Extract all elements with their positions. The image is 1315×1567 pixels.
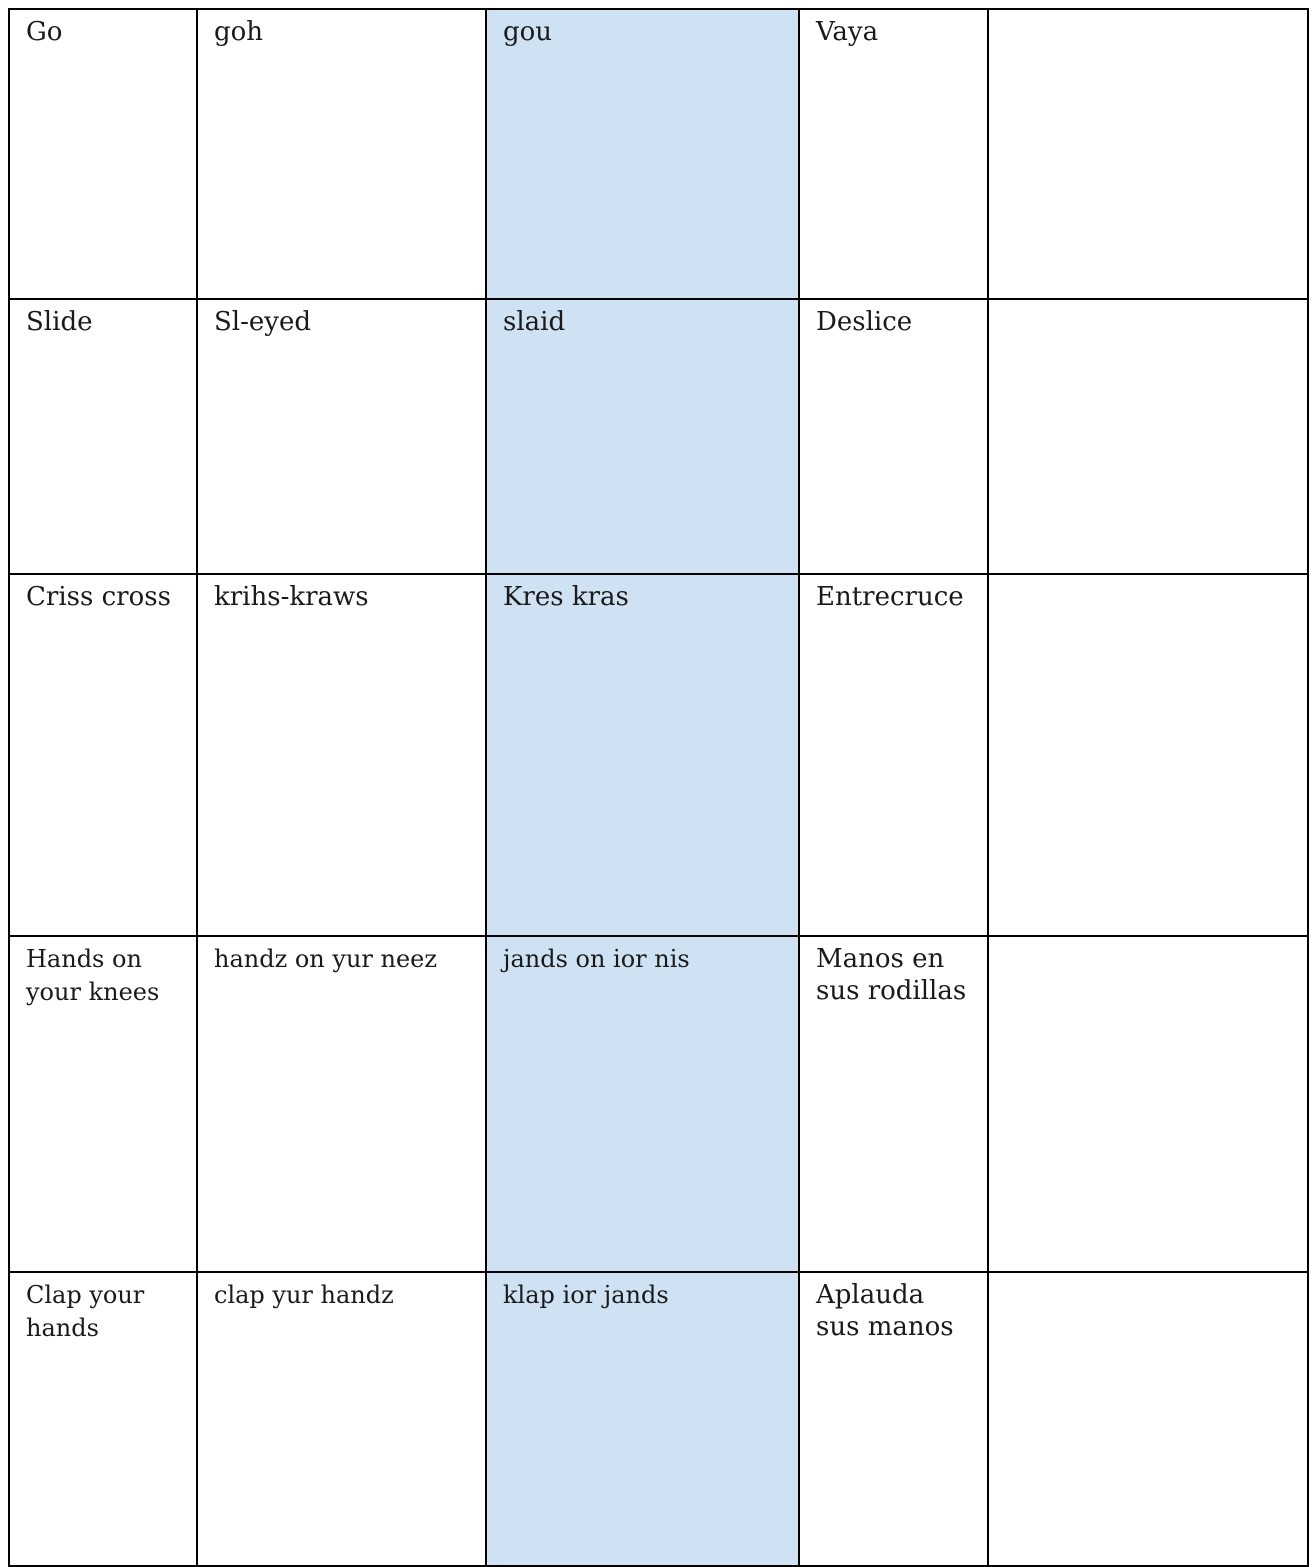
spanish-cell: Entrecruce bbox=[799, 574, 988, 936]
english-cell: Criss cross bbox=[9, 574, 197, 936]
phonetic-en-cell: krihs-kraws bbox=[197, 574, 486, 936]
image-cell bbox=[988, 1272, 1308, 1566]
phonetic-es-cell: gou bbox=[486, 9, 799, 299]
english-cell: Go bbox=[9, 9, 197, 299]
phonetic-es-cell: slaid bbox=[486, 299, 799, 574]
english-cell: Clap your hands bbox=[9, 1272, 197, 1566]
table-row bbox=[9, 574, 1308, 936]
phonetic-es-cell: klap ior jands bbox=[486, 1272, 799, 1566]
image-cell bbox=[988, 299, 1308, 574]
english-cell: Hands on your knees bbox=[9, 936, 197, 1272]
table-row bbox=[9, 299, 1308, 574]
image-cell bbox=[988, 9, 1308, 299]
phonetic-en-cell: Sl-eyed bbox=[197, 299, 486, 574]
table-row bbox=[9, 9, 1308, 299]
phonetic-en-cell: clap yur handz bbox=[197, 1272, 486, 1566]
table-row bbox=[9, 1272, 1308, 1566]
spanish-cell: Aplauda sus manos bbox=[799, 1272, 988, 1566]
spanish-cell: Manos en sus rodillas bbox=[799, 936, 988, 1272]
vocabulary-table bbox=[8, 8, 1309, 1567]
table-row bbox=[9, 936, 1308, 1272]
phonetic-es-cell: Kres kras bbox=[486, 574, 799, 936]
phonetic-es-cell: jands on ior nis bbox=[486, 936, 799, 1272]
phonetic-en-cell: handz on yur neez bbox=[197, 936, 486, 1272]
image-cell bbox=[988, 574, 1308, 936]
image-cell bbox=[988, 936, 1308, 1272]
english-cell: Slide bbox=[9, 299, 197, 574]
phonetic-en-cell: goh bbox=[197, 9, 486, 299]
spanish-cell: Deslice bbox=[799, 299, 988, 574]
spanish-cell: Vaya bbox=[799, 9, 988, 299]
